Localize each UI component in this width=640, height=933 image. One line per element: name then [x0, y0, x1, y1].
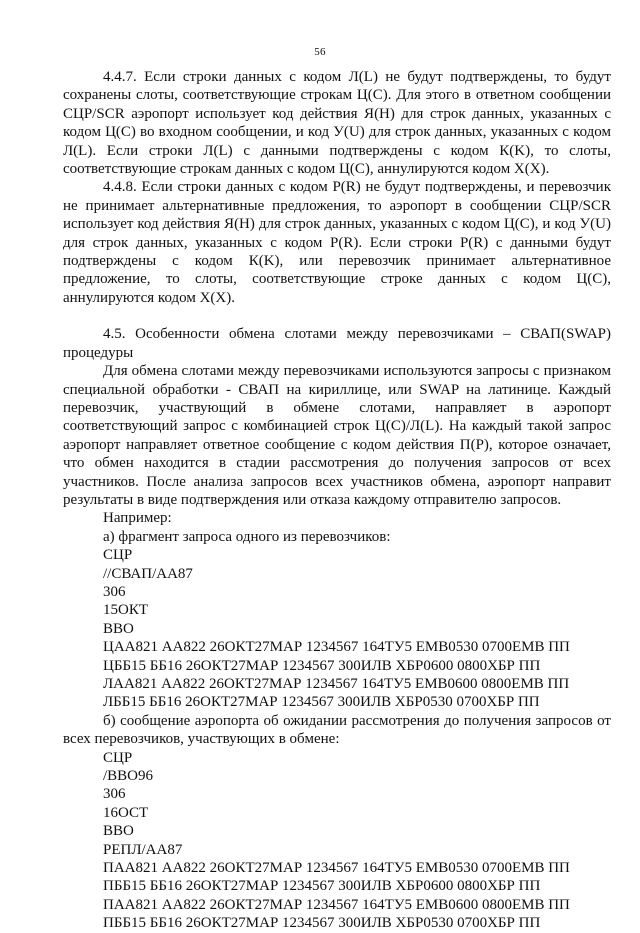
section-4-5-title: 4.5. Особенности обмена слотами между перевозчиками – СВАП(SWAP) процедуры — [63, 326, 611, 361]
example-a-caption: а) фрагмент запроса одного из перевозчиков: — [103, 528, 391, 545]
message-line: ВВО — [103, 823, 134, 840]
paragraph-4-4-7: 4.4.7. Если строки данных с кодом Л(L) не будут подтверждены, то будут сохранены слоты, соответствующие строкам Ц(C). Для этого в ответном сообщении СЦР/SCR аэропорт использует код действия Я(H) для строк данных, указанных с кодом Ц(C) во входном сообщении, и код У(U) для строк данных, указанных с кодом Л(L). Если строки Л(L) с данными подтверждены с кодом К(K), то слоты, соответствующие строкам данных с кодом Ц(C), аннулируются кодом Х(X). — [63, 69, 611, 178]
message-line: 306 — [103, 583, 126, 600]
message-line: ПББ15 ББ16 26ОКТ27МАР 1234567 300ИЛВ ХБР0530 0700ХБР ПП — [103, 915, 541, 932]
message-line: ЦББ15 ББ16 26ОКТ27МАР 1234567 300ИЛВ ХБР0600 0800ХБР ПП — [103, 657, 541, 674]
message-line: СЦР — [103, 547, 133, 564]
example-b-caption: б) сообщение аэропорта об ожидании рассмотрения до получения запросов от всех перевозчиков, участвующих в обмене: — [63, 712, 611, 748]
example-a-message — [63, 546, 611, 712]
example-b-message — [63, 749, 611, 933]
example-intro: Например: — [103, 510, 172, 527]
message-line: ПАА821 АА822 26ОКТ27МАР 1234567 164ТУ5 EMB0530 0700EMB ПП — [103, 860, 570, 877]
message-line: ЦАА821 АА822 26ОКТ27МАР 1234567 164ТУ5 EMB0530 0700EMB ПП — [103, 639, 570, 656]
message-line: СЦР — [103, 749, 133, 766]
message-line: ВВО — [103, 620, 134, 637]
message-line: РЕПЛ/АА87 — [103, 841, 183, 858]
message-line: ПББ15 ББ16 26ОКТ27МАР 1234567 300ИЛВ ХБР0600 0800ХБР ПП — [103, 878, 541, 895]
message-line: ЛАА821 АА822 26ОКТ27МАР 1234567 164ТУ5 EMB0600 0800EMB ПП — [103, 676, 570, 692]
message-line: ЛББ15 ББ16 26ОКТ27МАР 1234567 300ИЛВ ХБР0530 0700ХБР ПП — [103, 694, 540, 711]
message-line: /ВВО96 — [103, 768, 154, 785]
message-line: 306 — [103, 786, 126, 803]
section-4-5-body: Для обмена слотами между перевозчиками используются запросы с признаком специальной обработки - СВАП на кириллице, или SWAP на латинице. Каждый перевозчик, участвующий в обмене слотами, направляет в аэропорт соответствующий запрос с комбинацией строк Ц(C)/Л(L). На каждый такой запрос аэропорт направляет ответное сообщение с кодом действия П(P), которое означает, что обмен находится в стадии рассмотрения до получения запросов от всех участников. После анализа запросов всех участников обмена, аэропорт направит результаты в виде подтверждения или отказа каждому отправителю запросов. — [63, 363, 611, 508]
message-line: 16ОСТ — [103, 804, 149, 821]
message-line: //СВАП/AA87 — [103, 565, 193, 582]
page-number: 56 — [314, 46, 326, 58]
document-body — [63, 68, 611, 933]
message-line: ПАА821 АА822 26ОКТ27МАР 1234567 164ТУ5 EMB0600 0800EMB ПП — [103, 896, 570, 913]
paragraph-4-4-8: 4.4.8. Если строки данных с кодом Р(R) не будут подтверждены, и перевозчик не принимает альтернативные предложения, то аэропорт в сообщении СЦР/SCR использует код действия Я(H) для строк данных, указанных с кодом Ц(C), и код У(U) для строк данных, указанных с кодом Р(R). Если строки Р(R) с данными будут подтверждены с кодом К(K), или перевозчик принимает альтернативное предложение, то слоты, соответствующие строке данных с кодом Ц(C), аннулируются кодом Х(X). — [63, 179, 611, 306]
message-line: 15ОКТ — [103, 602, 148, 619]
